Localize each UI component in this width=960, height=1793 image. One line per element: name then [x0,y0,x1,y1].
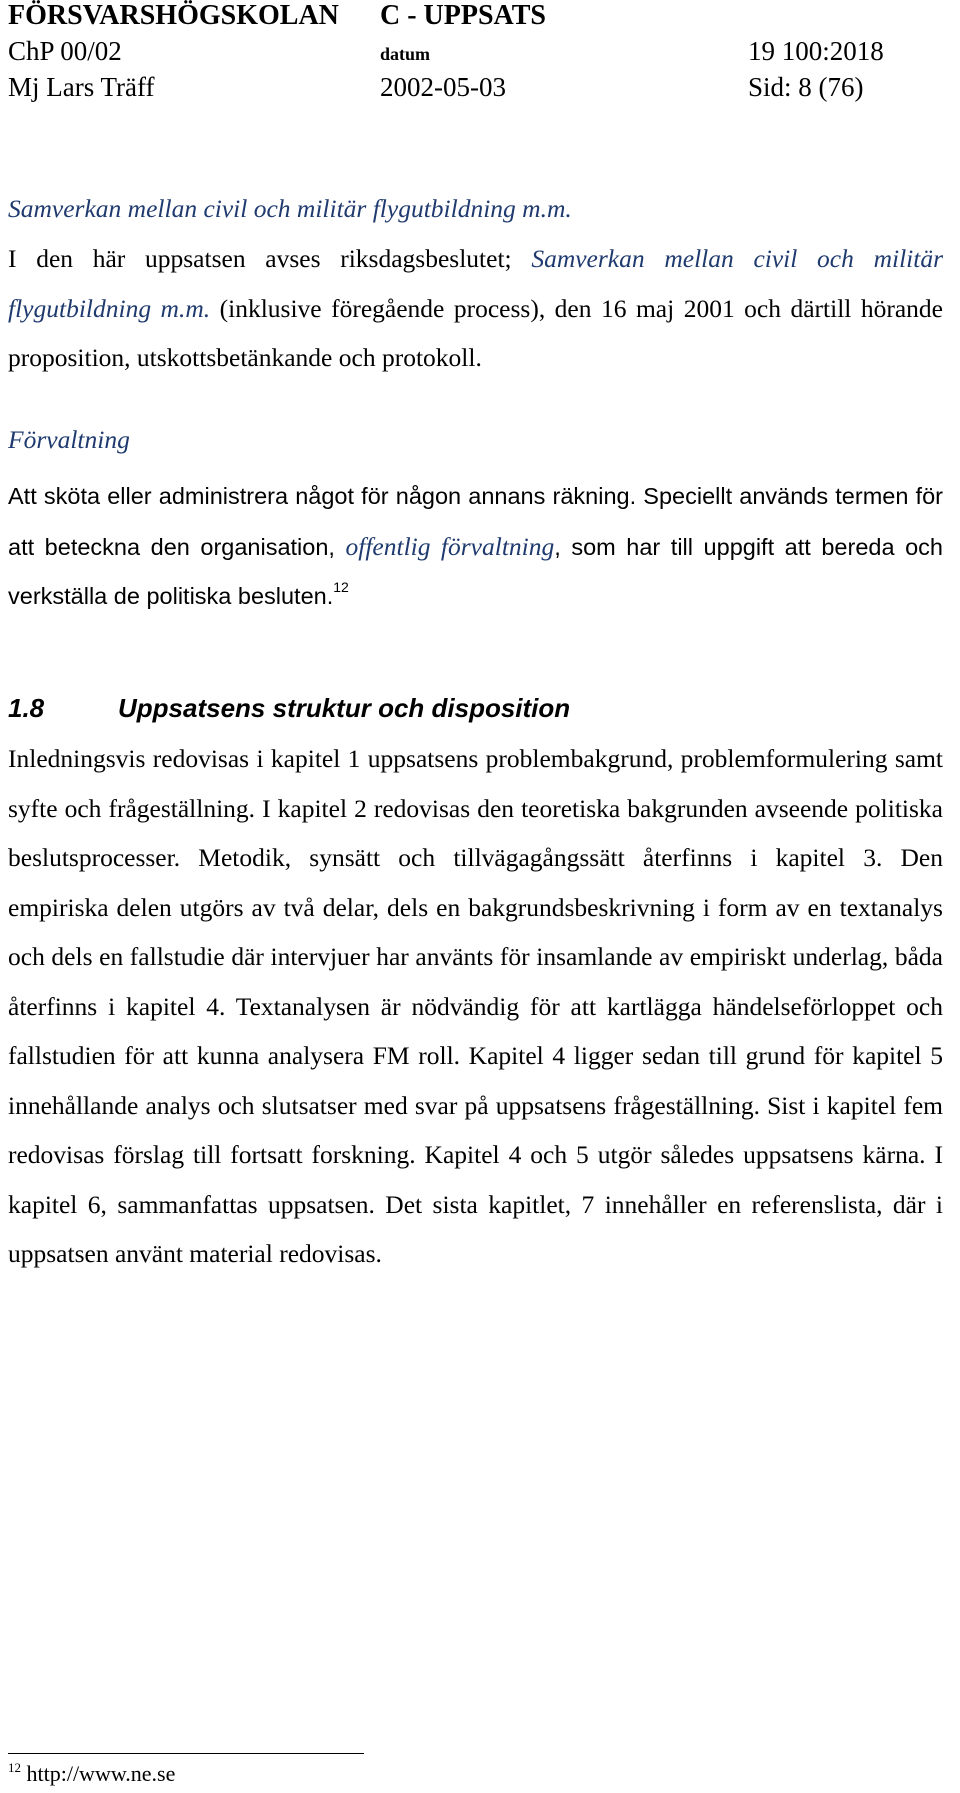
samverkan-text-before: I den här uppsatsen avses riksdagsbeslutet; [8,244,532,273]
section-body: Inledningsvis redovisas i kapitel 1 uppsatsens problembakgrund, problemformulering samt syfte och frågeställning. I kapitel 2 redovisas den teoretiska bakgrunden avseende politiska beslutsprocesser. Metodik, synsätt och tillvägagångssätt återfinns i kapitel 3. Den empiriska delen utgörs av två delar, dels en bakgrundsbeskrivning i form av en textanalys och dels en fallstudie där intervjuer har använts för insamlande av empiriskt underlag, båda återfinns i kapitel 4. Textanalysen är nödvändig för att kartlägga händelseförloppet och fallstudien för att kunna analysera FM roll. Kapitel 4 ligger sedan till grund för kapitel 5 innehållande analys och slutsatser med svar på uppsatsens frågeställning. Sist i kapitel fem redovisas förslag till fortsatt forskning. Kapitel 4 och 5 utgör således uppsatsens kärna. I kapitel 6, sammanfattas uppsatsen. Det sista kapitlet, 7 innehåller en referenslista, där i uppsatsen använt material redovisas. [8,744,943,1268]
document-date: 2002-05-03 [380,72,506,102]
section-heading [8,693,570,724]
header-row-2 [8,36,948,76]
datum-label: datum [380,44,431,64]
header-row-1 [8,0,948,40]
section-title: Uppsatsens struktur och disposition [118,693,571,723]
school-name: FÖRSVARSHÖGSKOLAN [8,0,339,31]
forvaltning-text-after: , som har till uppgift att bereda och verkställa de politiska besluten. [8,533,943,609]
reference-number: 19 100:2018 [748,36,884,66]
footnote-number: 12 [8,1760,21,1775]
forvaltning-text-before: Att sköta eller administrera något för någon annans räkning. Speciellt används termen för att beteckna den organisation, [8,483,943,560]
document-type: C - UPPSATS [380,0,546,31]
forvaltning-title: Förvaltning [8,425,130,454]
forvaltning-italic-term: offentlig förvaltning [345,531,555,561]
samverkan-link[interactable]: Samverkan mellan civil och militär flygutbildning m.m. [8,244,943,323]
samverkan-text-after: (inklusive föregående process), den 16 maj 2001 och därtill hörande proposition, utskottsbetänkande och protokoll. [8,293,943,372]
footnote [8,1761,175,1787]
footnote-url[interactable]: http://www.ne.se [26,1761,176,1786]
header-row-3 [8,72,948,112]
section-number: 1.8 [8,693,45,723]
footnote-divider [8,1753,364,1754]
footnote-reference[interactable]: 12 [333,579,349,595]
course-code: ChP 00/02 [8,36,122,66]
page-number: Sid: 8 (76) [748,72,864,102]
samverkan-title: Samverkan mellan civil och militär flygutbildning m.m. [8,194,572,223]
forvaltning-paragraph [8,472,943,622]
author: Mj Lars Träff [8,72,155,102]
samverkan-paragraph [8,234,943,383]
